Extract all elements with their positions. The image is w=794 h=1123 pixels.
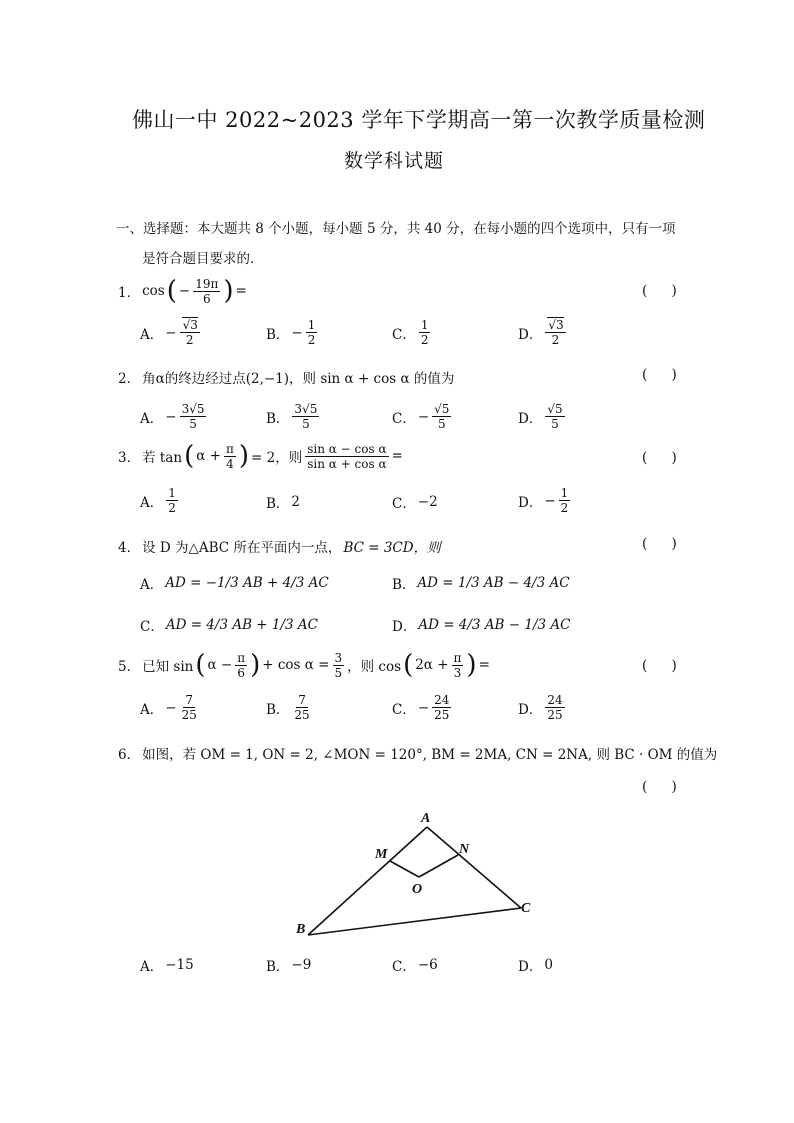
fraction-denominator: 2 (551, 333, 560, 347)
fraction-numerator: 1 (560, 486, 569, 500)
equals-sign: = (235, 283, 247, 299)
q6-option-b (266, 955, 311, 975)
q6-option-d (518, 955, 553, 975)
option-label: A． (140, 577, 164, 593)
fraction-denominator: 5 (189, 417, 197, 431)
section-heading-line2: 是符合题目要求的． (142, 251, 264, 267)
q6-option-c (392, 955, 438, 975)
fraction-denominator: 25 (434, 708, 450, 722)
question-5-then-cos: ，则 cos (347, 659, 402, 675)
q6-option-a (140, 955, 194, 975)
question-4-vector-condition: BC = 3CD，则 (343, 540, 441, 556)
answer-paren-3: ( ) (642, 450, 687, 466)
triangle-figure (280, 805, 550, 945)
option-fraction (292, 402, 319, 431)
option-label: A． (140, 959, 164, 975)
fraction-denominator: 6 (202, 291, 211, 306)
q3-option-a (140, 486, 179, 515)
option-label: C． (392, 326, 416, 343)
option-fraction (180, 402, 207, 431)
fraction-numerator: √5 (547, 402, 563, 416)
label-a: A (421, 811, 431, 826)
option-value: 0 (544, 957, 553, 973)
section-heading: 一、选择题：本大题共 8 个小题，每小题 5 分，共 40 分，在每小题的四个选项中，只有一项 (116, 221, 676, 237)
option-label: D． (518, 410, 543, 427)
question-5 (118, 650, 490, 680)
fraction-denominator: 6 (237, 665, 245, 680)
q2-option-d (518, 402, 566, 431)
fraction-denominator: 5 (334, 665, 343, 680)
fraction-denominator: 2 (420, 333, 429, 347)
fraction-denominator: 5 (551, 417, 559, 431)
q4-option-b (392, 573, 570, 593)
question-3-equals: = 2，则 (251, 450, 303, 466)
option-value: 2 (291, 494, 301, 510)
option-label: D． (392, 619, 417, 635)
right-paren: ) (250, 650, 261, 680)
label-n: N (459, 842, 470, 857)
option-fraction (545, 402, 564, 431)
q5-option-b (266, 693, 313, 722)
option-value: −15 (165, 957, 194, 973)
option-fraction (180, 693, 199, 722)
answer-paren-6: ( ) (642, 779, 687, 795)
question-6 (118, 743, 717, 763)
side-ac (427, 827, 521, 908)
fraction-numerator: 24 (547, 693, 563, 707)
q3-option-b (266, 492, 300, 512)
q5-option-a (140, 693, 200, 722)
q4-option-d (392, 615, 570, 635)
answer-paren-1: ( ) (642, 283, 687, 299)
option-fraction (432, 402, 451, 431)
option-label: A． (140, 494, 164, 511)
question-5-fraction-2 (452, 651, 464, 680)
question-1-cos: cos (142, 283, 165, 299)
option-label: D． (518, 701, 543, 718)
option-fraction (432, 693, 451, 722)
side-ab (308, 827, 427, 935)
fraction-numerator: sin α − cos α (307, 441, 387, 456)
fraction-denominator: 5 (302, 417, 310, 431)
side-bc (308, 908, 521, 935)
fraction-numerator: 1 (307, 318, 316, 332)
fraction-numerator: 7 (298, 693, 306, 707)
question-5-plus-cos: + cos α = (262, 657, 330, 673)
question-5-alpha-minus: α − (207, 657, 233, 673)
question-3-alpha-plus: α + (196, 448, 221, 464)
label-b: B (296, 922, 306, 937)
fraction-denominator: sin α + cos α (307, 456, 387, 471)
fraction-numerator: 3 (334, 650, 343, 665)
fraction-denominator: 2 (185, 333, 194, 347)
answer-paren-2: ( ) (642, 367, 687, 383)
fraction-denominator: 2 (168, 501, 176, 515)
fraction-denominator: 4 (226, 456, 234, 471)
option-label: B． (392, 577, 416, 593)
question-3 (118, 441, 403, 471)
page-title: 佛山一中 2022~2023 学年下学期高一第一次教学质量检测 (132, 108, 706, 132)
option-label: A． (140, 701, 164, 718)
option-label: A． (140, 410, 164, 427)
q2-option-c (392, 402, 452, 431)
fraction-numerator: π (453, 650, 462, 665)
option-fraction (292, 693, 311, 722)
question-2-number: 2． (118, 371, 141, 387)
option-label: C． (140, 619, 164, 635)
question-3-tan: 若 tan (142, 450, 183, 466)
question-2-stem: 角α的终边经过点(2,−1)，则 sin α + cos α 的值为 (142, 371, 455, 387)
q2-option-a (140, 402, 207, 431)
option-fraction (180, 318, 200, 347)
option-label: D． (518, 326, 543, 343)
option-sign: − (165, 699, 177, 716)
left-paren: ( (166, 276, 177, 306)
segment-on (419, 855, 458, 877)
q2-option-b (266, 402, 320, 431)
option-fraction (545, 318, 565, 347)
option-sign: − (165, 324, 177, 341)
question-5-value (333, 651, 345, 680)
q3-option-c (392, 492, 438, 512)
right-paren: ) (238, 441, 249, 471)
option-label: D． (518, 959, 543, 975)
fraction-numerator: π (225, 441, 234, 456)
question-5-sin: 已知 sin (142, 659, 194, 675)
left-paren: ( (403, 650, 414, 680)
fraction-denominator: 2 (560, 501, 569, 515)
question-2 (118, 367, 454, 387)
label-c: C (521, 901, 531, 916)
option-expression: AD = 4/3 AB − 1/3 AC (418, 617, 571, 633)
option-label: A． (140, 326, 164, 343)
option-fraction (306, 318, 318, 347)
q1-option-c (392, 318, 431, 347)
option-sign: − (544, 492, 556, 509)
question-1-number: 1． (118, 285, 141, 301)
fraction-denominator: 25 (294, 708, 310, 722)
option-fraction (545, 693, 564, 722)
page-subtitle: 数学科试题 (344, 150, 445, 172)
fraction-numerator: √3 (182, 318, 198, 332)
q5-option-d (518, 693, 566, 722)
q1-option-d (518, 318, 567, 347)
option-label: C． (392, 410, 416, 427)
triangle-lines (308, 827, 521, 935)
option-label: C． (392, 959, 416, 975)
option-sign: − (417, 699, 430, 716)
q4-option-a (140, 573, 329, 593)
option-sign: − (291, 324, 303, 341)
right-paren: ) (466, 650, 477, 680)
option-sign: − (165, 408, 177, 425)
question-1-fraction (193, 277, 220, 306)
question-5-fraction (235, 651, 247, 680)
fraction-numerator: 19π (195, 276, 219, 291)
fraction-numerator: √5 (434, 402, 450, 416)
q5-option-c (392, 693, 452, 722)
option-value: −6 (417, 957, 438, 973)
q1-option-b (266, 318, 318, 347)
question-5-two-alpha: 2α + (415, 657, 449, 673)
option-value: −2 (417, 494, 438, 510)
fraction-denominator: 2 (307, 333, 316, 347)
question-4-stem: 设 D 为△ABC 所在平面内一点， (142, 540, 342, 556)
label-m: M (375, 847, 388, 862)
option-fraction (166, 486, 178, 515)
fraction-numerator: 24 (434, 693, 450, 707)
question-6-number: 6． (118, 747, 141, 763)
option-expression: AD = −1/3 AB + 4/3 AC (165, 575, 329, 591)
question-4-number: 4． (118, 540, 141, 556)
fraction-numerator: 1 (420, 318, 429, 332)
question-3-number: 3． (118, 450, 141, 466)
q1-option-a (140, 318, 201, 347)
option-label: B． (266, 410, 290, 427)
right-paren: ) (223, 276, 234, 306)
question-5-number: 5． (118, 659, 141, 675)
option-label: B． (266, 496, 290, 512)
option-label: B． (266, 959, 290, 975)
option-label: D． (518, 494, 543, 511)
fraction-denominator: 25 (181, 708, 197, 722)
fraction-numerator: √3 (548, 318, 564, 332)
fraction-numerator: 1 (168, 486, 176, 500)
option-value: −9 (291, 957, 312, 973)
minus-sign: − (178, 283, 191, 299)
label-o: O (412, 882, 423, 897)
option-expression: AD = 1/3 AB − 4/3 AC (417, 575, 570, 591)
option-fraction (419, 318, 431, 347)
equals-sign: = (478, 657, 490, 673)
question-4 (118, 536, 441, 556)
fraction-numerator: 3√5 (181, 402, 205, 416)
fraction-numerator: 7 (185, 693, 194, 707)
option-sign: − (417, 408, 430, 425)
answer-paren-5: ( ) (642, 658, 687, 674)
left-paren: ( (195, 650, 206, 680)
fraction-denominator: 25 (547, 708, 563, 722)
q3-option-d (518, 486, 571, 515)
fraction-numerator: π (237, 650, 246, 665)
question-6-stem: 如图，若 OM = 1, ON = 2, ∠MON = 120°, BM = 2MA, CN = 2NA, 则 BC · OM 的值为 (142, 747, 718, 763)
question-3-fraction (224, 442, 236, 471)
fraction-denominator: 5 (437, 417, 446, 431)
equals-sign: = (391, 448, 403, 464)
question-3-ratio (305, 442, 388, 471)
option-expression: AD = 4/3 AB + 1/3 AC (165, 617, 318, 633)
question-1 (118, 276, 247, 306)
fraction-numerator: 3√5 (294, 402, 318, 416)
q4-option-c (140, 615, 318, 635)
option-label: C． (392, 496, 416, 512)
option-label: B． (266, 701, 290, 718)
segment-mo (390, 861, 419, 877)
answer-paren-4: ( ) (642, 536, 687, 552)
fraction-denominator: 3 (453, 665, 462, 680)
option-fraction (559, 486, 571, 515)
option-label: C． (392, 701, 416, 718)
option-label: B． (266, 326, 290, 343)
left-paren: ( (184, 441, 195, 471)
